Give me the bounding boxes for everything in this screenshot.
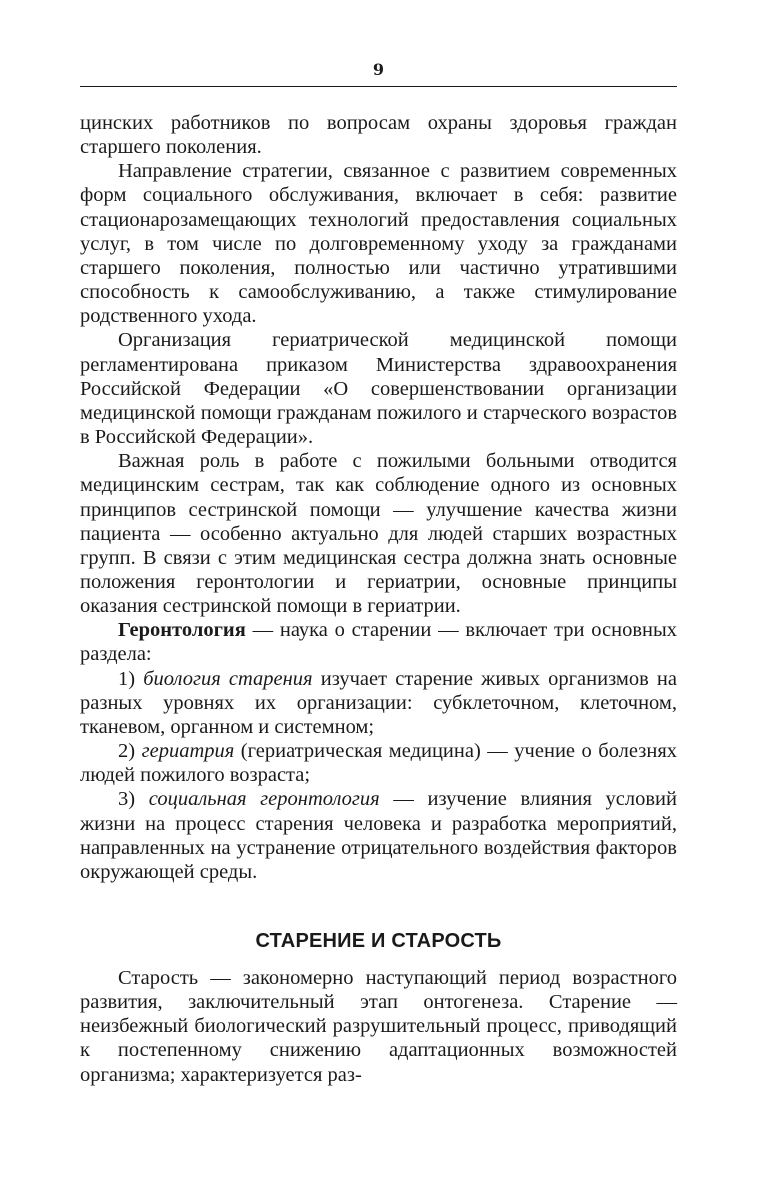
section-heading: СТАРЕНИЕ И СТАРОСТЬ	[255, 930, 502, 952]
term-gerontology: Геронтология	[118, 619, 246, 642]
header-rule	[80, 86, 677, 87]
section-text	[80, 966, 677, 1087]
list-item-text: — изучение влияния условий жизни на процесс старения человека и разработка мероприятий, направленных на устранение отрицательного воздействия факторов окружающей среды.	[80, 788, 677, 883]
list-item-number: 2)	[118, 740, 136, 763]
paragraph-old-age: Старость — закономерно наступающий период возрастного развития, заключительный этап онтогенеза. Старение — неизбежный биологический разрушительный процесс, приводящий к постепенному снижению адаптационных возможностей организма; характеризуется раз-	[80, 967, 677, 1086]
paragraph-gerontology-definition	[80, 618, 677, 666]
list-item	[80, 667, 677, 739]
list-item	[80, 739, 677, 787]
paragraph-continuation: цинских работников по вопросам охраны здоровья граждан старшего поколения.	[80, 112, 677, 159]
list-item-term: гериатрия	[141, 740, 235, 763]
paragraph-nurses-role: Важная роль в работе с пожилыми больными отводится медицинским сестрам, так как соблюдение одного из основных принципов сестринской помощи — улучшение качества жизни пациента — особенно актуально для людей старших возрастных групп. В связи с этим медицинская сестра должна знать основные положения геронтологии и гериатрии, основные принципы оказания сестринской помощи в гериатрии.	[80, 450, 677, 618]
main-text	[80, 111, 677, 884]
list-item	[80, 787, 677, 884]
list-item-term: биология старения	[143, 667, 313, 690]
paragraph-geriatric-care: Организация гериатрической медицинской помощи регламентирована приказом Министерства здравоохранения Российской Федерации «О совершенствовании организации медицинской помощи гражданам пожилого и старческого возрастов в Российской Федерации».	[80, 329, 677, 449]
list-item-number: 3)	[118, 788, 136, 811]
list-item-text: (гериатрическая медицина) — учение о болезнях людей пожилого возраста;	[80, 740, 677, 787]
list-item-term: социальная геронтология	[148, 788, 380, 811]
page-number: 9	[372, 60, 385, 79]
paragraph-strategy: Направление стратегии, связанное с развитием современных форм социального обслуживания, включает в себя: развитие стационарозамещающих технологий предоставления социальных услуг, в том числе по долговременному уходу за гражданами старшего поколения, полностью или частично утратившими способность к самообслуживанию, а также стимулирование родственного ухода.	[80, 160, 677, 328]
list-item-text: изучает старение живых организмов на разных уровнях их организации: субклеточном, клеточном, тканевом, органном и системном;	[80, 667, 677, 738]
definition-text: — наука о старении — включает три основных раздела:	[80, 619, 677, 666]
list-item-number: 1)	[118, 667, 136, 690]
